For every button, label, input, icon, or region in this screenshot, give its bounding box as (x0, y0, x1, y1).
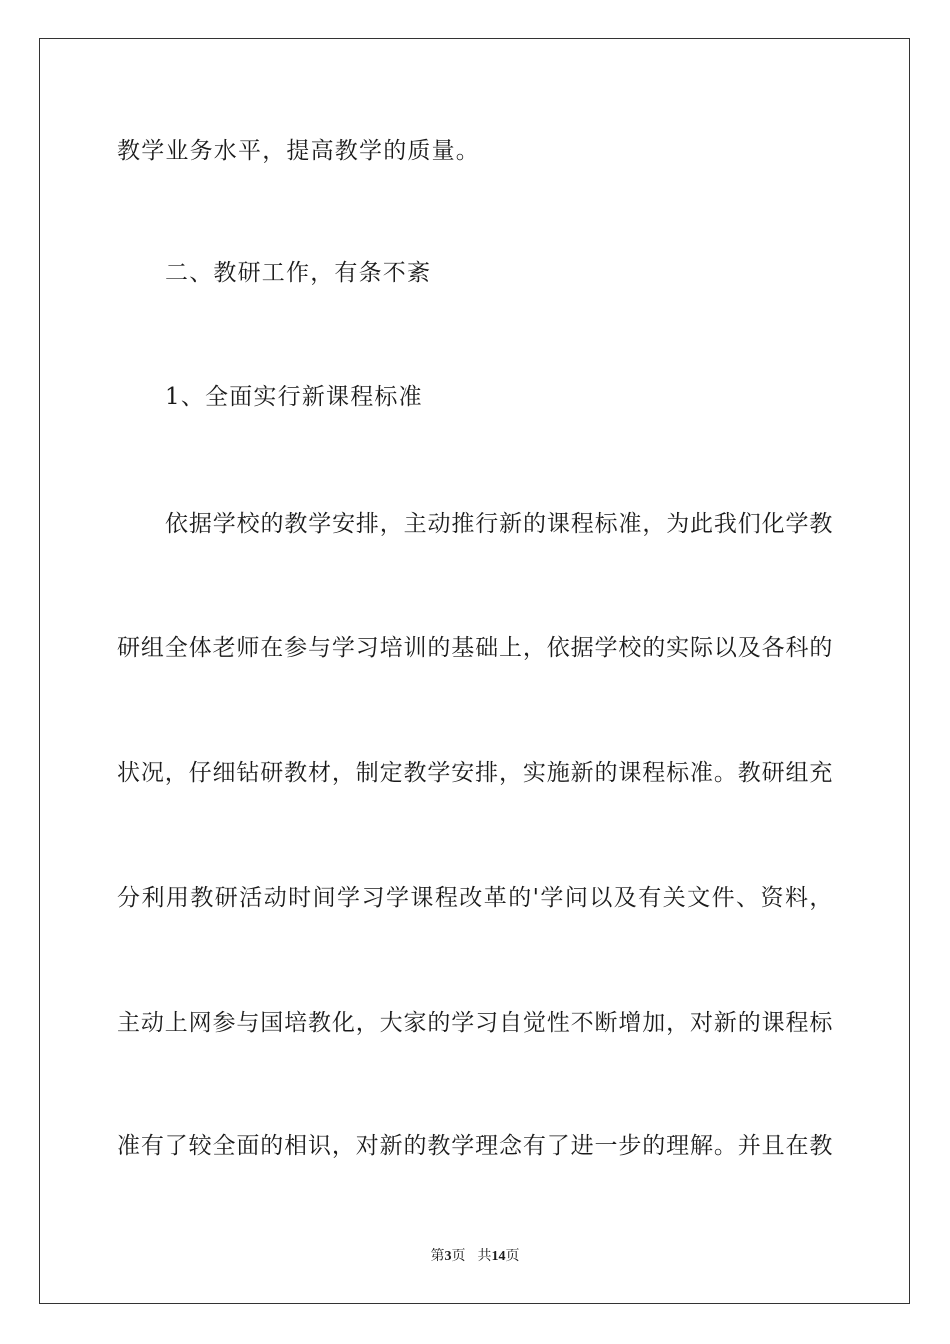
paragraph-line-7: 准有了较全面的相识，对新的教学理念有了进一步的理解。并且在教 (117, 1133, 833, 1159)
subsection-heading: 1、全面实行新课程标准 (165, 384, 423, 410)
paragraph-line-4: 状况，仔细钻研教材，制定教学安排，实施新的课程标准。教研组充 (117, 760, 833, 786)
paragraph-line-5: 分利用教研活动时间学习学课程改革的'学问以及有关文件、资料， (117, 885, 833, 911)
page-footer (0, 1248, 950, 1266)
paragraph-line-1: 教学业务水平，提高教学的质量。 (117, 138, 480, 164)
total-prefix: 共 (477, 1249, 492, 1264)
page-number: 3 (444, 1249, 452, 1264)
page-prefix: 第 (430, 1249, 445, 1264)
paragraph-line-3: 研组全体老师在参与学习培训的基础上，依据学校的实际以及各科的 (117, 635, 833, 661)
total-suffix: 页 (505, 1249, 520, 1264)
total-pages: 14 (491, 1249, 506, 1264)
paragraph-line-6: 主动上网参与国培教化，大家的学习自觉性不断增加，对新的课程标 (117, 1010, 833, 1036)
page-suffix: 页 (451, 1249, 466, 1264)
section-heading: 二、教研工作，有条不紊 (165, 260, 432, 286)
paragraph-line-2: 依据学校的教学安排，主动推行新的课程标准，为此我们化学教 (165, 511, 833, 537)
page-border (39, 38, 910, 1304)
